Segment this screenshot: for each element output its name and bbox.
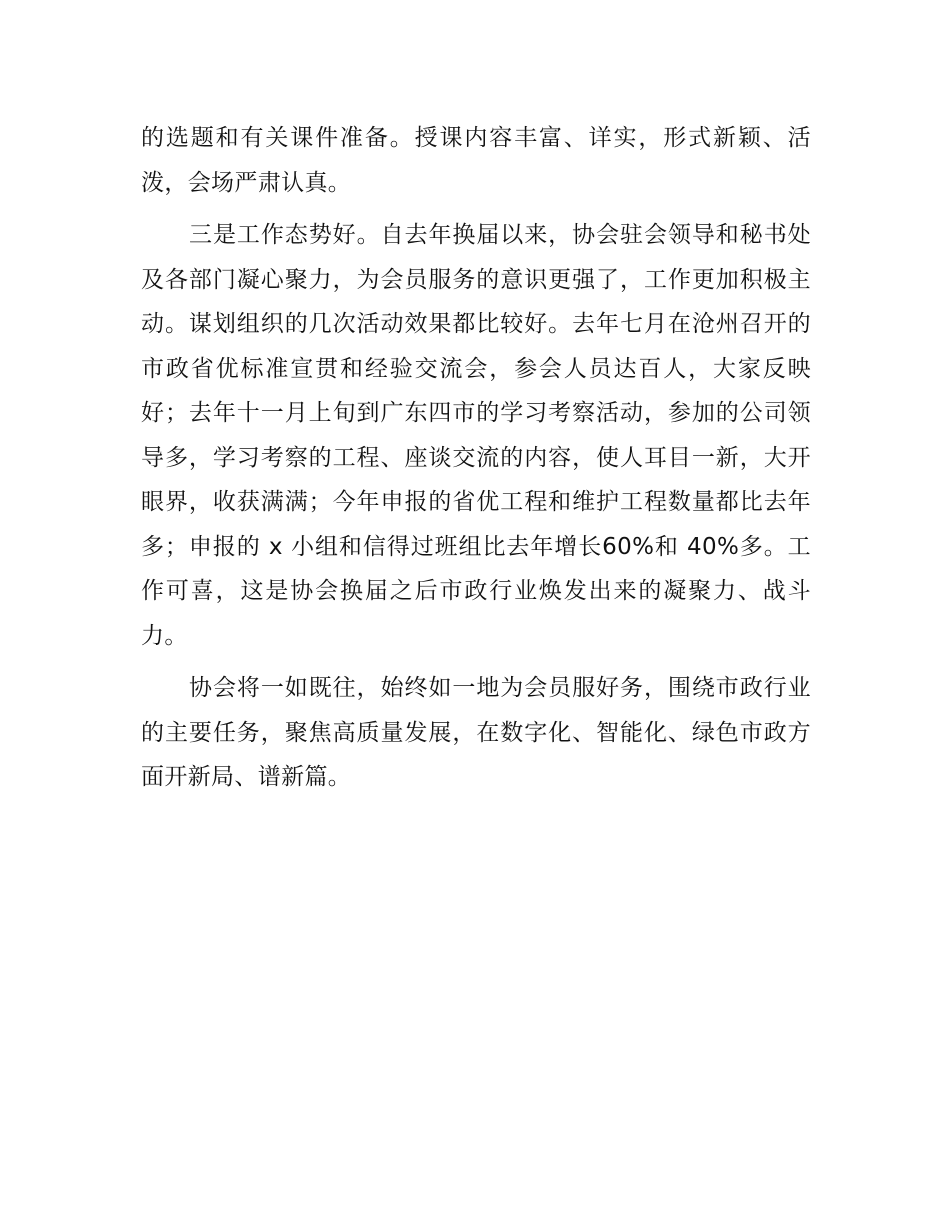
paragraph-conclusion: 协会将一如既往，始终如一地为会员服好务，围绕市政行业的主要任务，聚焦高质量发展，在数字化、智能化、绿色市政方面开新局、谱新篇。	[141, 675, 811, 790]
document-body	[141, 116, 811, 808]
paragraph-work-status: 三是工作态势好。自去年换届以来，协会驻会领导和秘书处及各部门凝心聚力，为会员服务的意识更强了，工作更加积极主动。谋划组织的几次活动效果都比较好。去年七月在沧州召开的市政省优标准宣贯和经验交流会，参会人员达百人，大家反映好；去年十一月上旬到广东四市的学习考察活动，参加的公司领导多，学习考察的工程、座谈交流的内容，使人耳目一新，大开眼界，收获满满；今年申报的省优工程和维护工程数量都比去年多；申报的 x 小组和信得过班组比去年增长60%和 40%多。工作可喜，这是协会换届之后市政行业焕发出来的凝聚力、战斗力。	[141, 222, 811, 649]
paragraph-continuation: 的选题和有关课件准备。授课内容丰富、详实，形式新颖、活泼，会场严肃认真。	[141, 125, 811, 196]
